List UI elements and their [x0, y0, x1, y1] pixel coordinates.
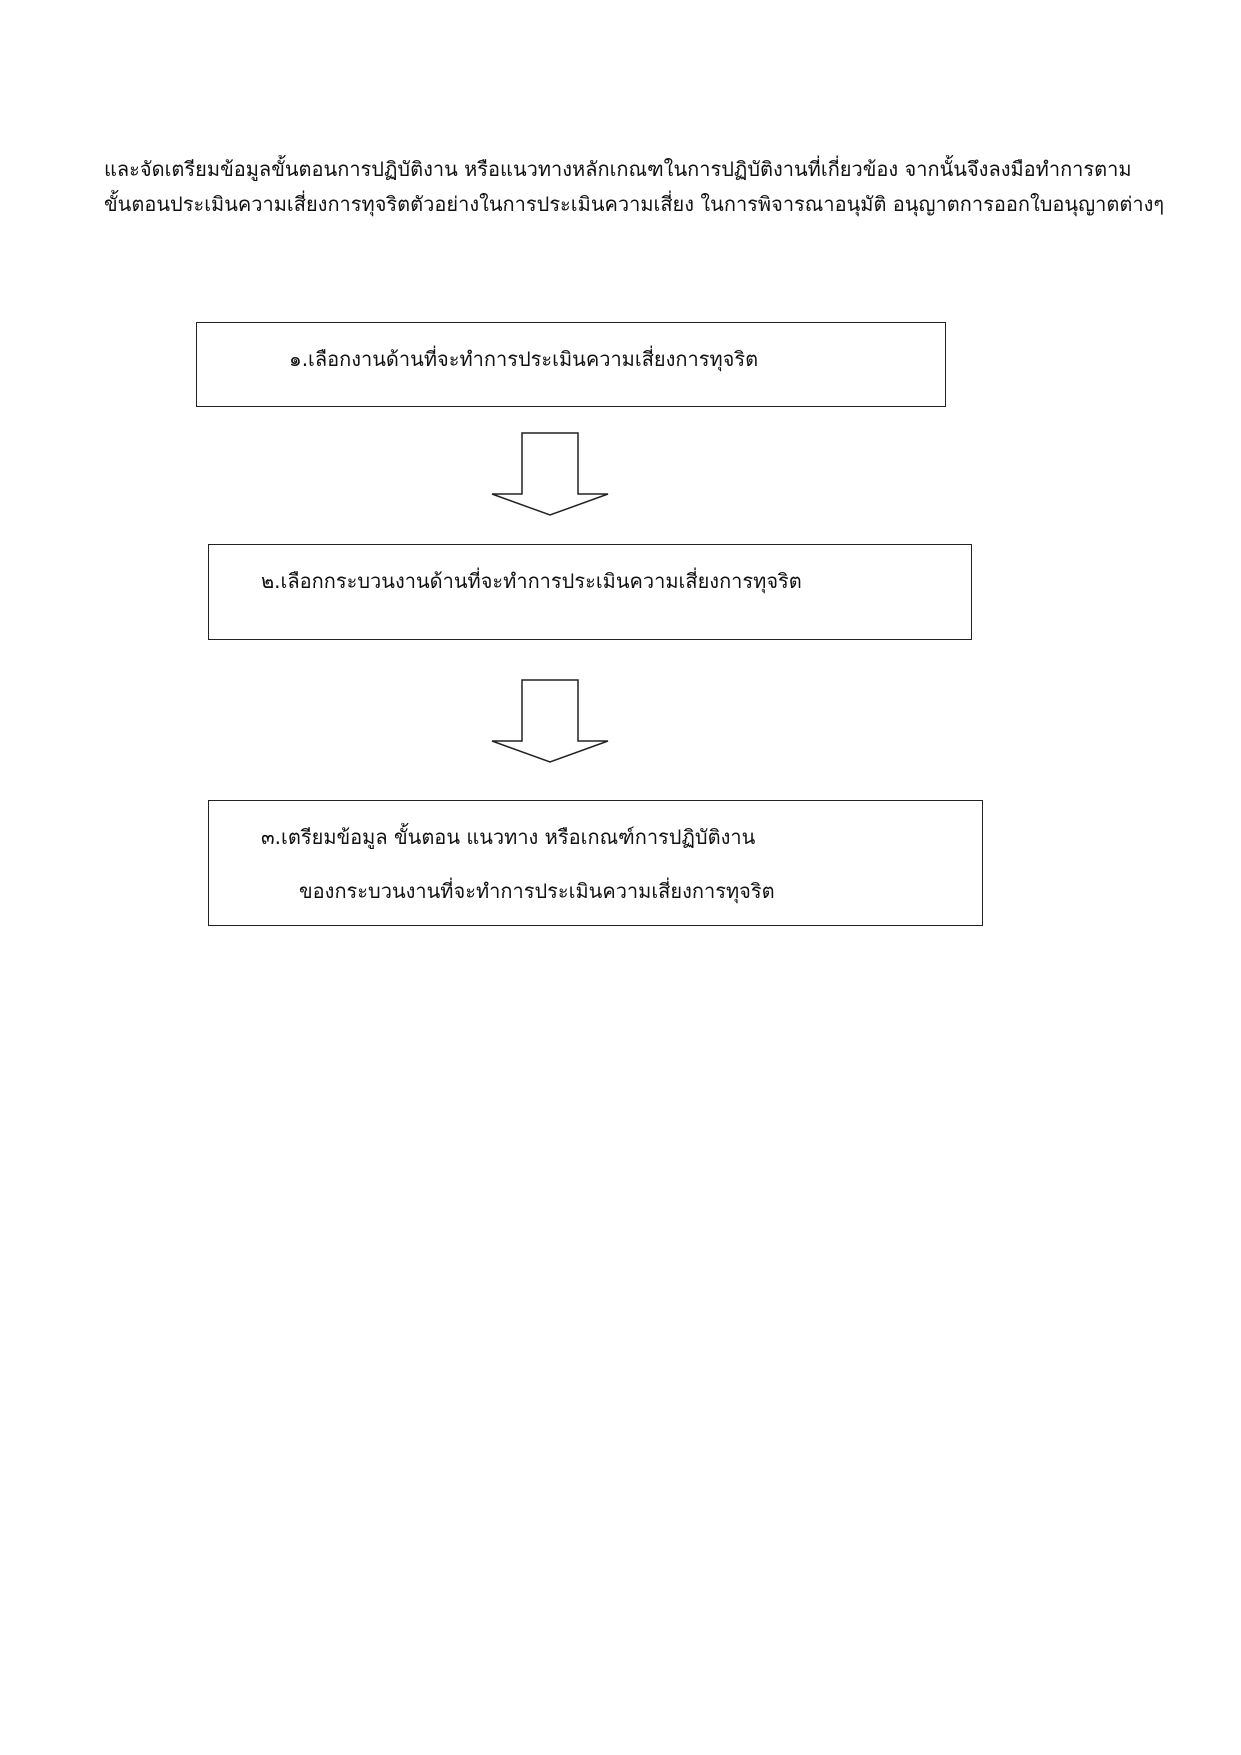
- intro-line-2: ขั้นตอนประเมินความเสี่ยงการทุจริตตัวอย่างในการประเมินความเสี่ยง ในการพิจารณาอนุมัติ อนุญาตการออกใบอนุญาตต่างๆ: [104, 192, 1165, 216]
- step-3-label-line-1: ๓.เตรียมข้อมูล ขั้นตอน แนวทาง หรือเกณฑ์การปฏิบัติงาน: [261, 825, 756, 849]
- step-2-label: ๒.เลือกกระบวนงานด้านที่จะทำการประเมินความเสี่ยงการทุจริต: [261, 569, 802, 593]
- step-2-box: [208, 544, 972, 640]
- down-arrow-icon: [490, 679, 610, 763]
- step-1-box: [196, 322, 946, 407]
- intro-paragraph: [104, 152, 1214, 222]
- step-3-label-line-2: ของกระบวนงานที่จะทำการประเมินความเสี่ยงการทุจริต: [299, 879, 775, 903]
- intro-line-1: และจัดเตรียมข้อมูลขั้นตอนการปฏิบัติงาน หรือแนวทางหลักเกณฑในการปฏิบัติงานที่เกี่ยวข้อง จากนั้นจึงลงมือทำการตาม: [104, 157, 1132, 181]
- down-arrow-icon: [490, 432, 610, 516]
- step-3-box: [208, 800, 983, 926]
- step-1-label: ๑.เลือกงานด้านที่จะทำการประเมินความเสี่ยงการทุจริต: [289, 347, 759, 371]
